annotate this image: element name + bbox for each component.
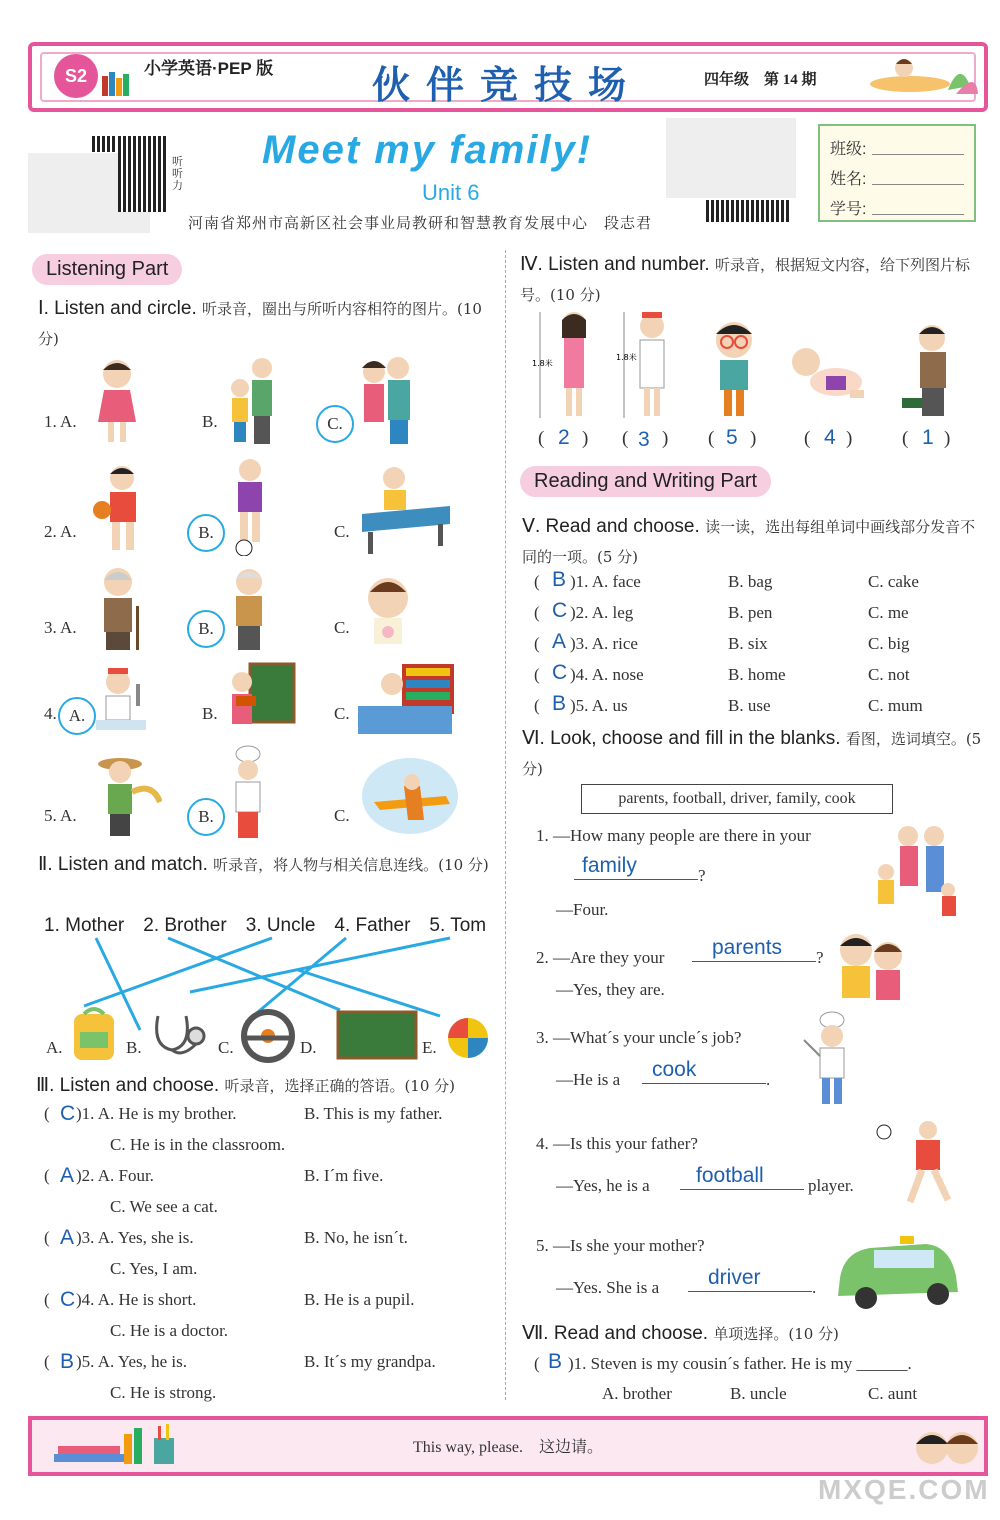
section-4-title: Ⅳ. Listen and number. xyxy=(520,254,710,275)
section-3-heading xyxy=(36,1074,455,1097)
s4-answer-4[interactable]: 4 xyxy=(824,426,836,449)
section-4-heading xyxy=(520,250,984,310)
s3-item-1: ( C )1. A. He is my brother. B. This is my father. C. He is in the classroom. xyxy=(44,1102,443,1154)
reading-part-tag: Reading and Writing Part xyxy=(520,466,771,497)
id-line xyxy=(872,214,964,215)
farmer-picture[interactable] xyxy=(92,752,162,838)
s1-row1-b: B. xyxy=(202,412,218,431)
football-father-picture[interactable] xyxy=(874,1116,968,1214)
student-info-box xyxy=(818,124,976,222)
s5-item-5: ( B )5. A. us B. use C. mum xyxy=(534,692,923,715)
books-icon xyxy=(102,72,138,96)
s5-answer-5[interactable]: B xyxy=(552,692,567,715)
parents-picture[interactable] xyxy=(356,354,416,446)
s1-row2-b-circled[interactable]: B. xyxy=(187,514,225,552)
image-placeholder-right xyxy=(666,118,796,198)
s1-row5-b-circled[interactable]: B. xyxy=(187,798,225,836)
s1-row5-c: C. xyxy=(334,806,350,825)
footer-banner xyxy=(28,1416,988,1476)
s1-row3-b-circled[interactable]: B. xyxy=(187,610,225,648)
brand-title: 伙伴竞技场 xyxy=(372,65,643,107)
section-3-items xyxy=(44,1104,504,1414)
s3-item-3: ( A )3. A. Yes, she is. B. No, he isn´t. C. Yes, I am. xyxy=(44,1226,408,1278)
s5-item-2: ( C )2. A. leg B. pen C. me xyxy=(534,599,909,622)
s1-row4-b: B. xyxy=(202,704,218,723)
s6-blank-4[interactable]: football xyxy=(680,1166,804,1190)
grandpa-picture[interactable] xyxy=(228,566,270,652)
s3-answer-4[interactable]: C xyxy=(60,1288,76,1311)
nurse-height-picture[interactable] xyxy=(614,308,690,420)
section-5-items xyxy=(534,570,984,725)
s1-row4-num: 4. xyxy=(44,704,57,723)
s6-blank-2[interactable]: parents xyxy=(692,938,816,962)
librarian-picture[interactable] xyxy=(358,662,456,734)
s1-row2-num: 2. A. xyxy=(44,522,77,541)
baby-picture[interactable] xyxy=(360,574,418,652)
issue-badge: S2 xyxy=(54,54,98,98)
s6-q2-end: ? xyxy=(816,948,824,967)
unit-label: Unit 6 xyxy=(422,180,480,205)
nurse-picture[interactable] xyxy=(92,664,150,734)
s3-answer-2[interactable]: A xyxy=(60,1164,75,1187)
s6-r5-pre: —Yes. She is a xyxy=(556,1278,660,1297)
s4-answer-5[interactable]: 1 xyxy=(922,426,934,449)
s7-answer-1[interactable]: B xyxy=(548,1350,563,1373)
father-and-son-picture[interactable] xyxy=(226,354,278,446)
section-6-title: Ⅵ. Look, choose and fill in the blanks. xyxy=(522,728,841,749)
column-divider xyxy=(505,250,506,1400)
s7-open-paren: ( xyxy=(534,1354,540,1373)
section-5-note: 读一读，选出每组单词中画线部分发音不同的一项。(5 分) xyxy=(522,518,976,566)
listen-tag: 听听力 xyxy=(172,156,183,192)
section-7-heading xyxy=(522,1322,839,1345)
s5-item-4: ( C )4. A. nose B. home C. not xyxy=(534,661,910,684)
qr-code-listening xyxy=(118,136,166,212)
header-banner xyxy=(28,42,988,112)
s1-row1-num: 1. A. xyxy=(44,412,77,431)
kids-faces-icon xyxy=(912,1422,982,1472)
s7-option-b: B. uncle xyxy=(730,1384,787,1403)
s6-r2: —Yes, they are. xyxy=(556,980,665,999)
watermark: MXQE.COM xyxy=(818,1474,990,1505)
id-field[interactable]: 学号: xyxy=(830,201,867,218)
parents-couple-picture[interactable] xyxy=(834,930,910,1002)
s3-answer-1[interactable]: C xyxy=(60,1102,76,1125)
class-field[interactable]: 班级: xyxy=(830,141,867,158)
s6-q3-end: . xyxy=(766,1070,771,1089)
section-3-title: Ⅲ. Listen and choose. xyxy=(36,1075,220,1096)
s1-row3-num: 3. A. xyxy=(44,618,77,637)
section-5-heading xyxy=(522,512,986,572)
pilot-picture[interactable] xyxy=(360,756,460,836)
s5-item-3: ( A )3. A. rice B. six C. big xyxy=(534,630,910,653)
section-2-note: 听录音，将人物与相关信息连线。(10 分) xyxy=(213,856,489,874)
section-7-title: Ⅶ. Read and choose. xyxy=(522,1323,709,1344)
s7-option-a: A. brother xyxy=(602,1384,672,1403)
s1-row3-c: C. xyxy=(334,618,350,637)
s6-q4: 4. —Is this your father? xyxy=(536,1134,698,1153)
chef-uncle-picture[interactable] xyxy=(800,1010,860,1108)
blackboard-icon[interactable] xyxy=(336,1010,418,1060)
s6-q5: 5. —Is she your mother? xyxy=(536,1236,705,1255)
s3-item-4: ( C )4. A. He is short. B. He is a pupil. C. He is a doctor. xyxy=(44,1288,415,1340)
match-item-e-label: E. xyxy=(422,1038,437,1057)
people-list: 1. Mother 2. Brother 3. Uncle 4. Father 5. Tom xyxy=(44,915,487,936)
s1-row2-c: C. xyxy=(334,522,350,541)
s7-option-c: C. aunt xyxy=(868,1384,918,1403)
man-on-phone-picture[interactable] xyxy=(898,320,960,418)
s3-item-5: ( B )5. A. Yes, he is. B. It´s my grandpa. C. He is strong. xyxy=(44,1350,436,1402)
s5-item-1: ( B )1. A. face B. bag C. cake xyxy=(534,568,919,591)
word-bank: parents, football, driver, family, cook xyxy=(581,784,893,814)
s4-answer-2[interactable]: 3 xyxy=(638,428,650,451)
steering-wheel-icon[interactable] xyxy=(240,1008,296,1064)
crawling-baby-picture[interactable] xyxy=(788,340,868,412)
stethoscope-icon[interactable] xyxy=(148,1006,210,1062)
svg-text:1.8米: 1.8米 xyxy=(532,359,553,368)
section-2-heading xyxy=(38,850,498,880)
s6-r1: —Four. xyxy=(556,900,609,919)
grade-issue: 四年级 第 14 期 xyxy=(704,72,817,88)
qr-code-bottom xyxy=(706,200,790,222)
s5-answer-1[interactable]: B xyxy=(552,568,567,591)
s6-q5-end: . xyxy=(812,1278,817,1297)
girl-picture[interactable] xyxy=(92,356,142,448)
s6-blank-1[interactable]: family xyxy=(574,856,698,880)
s6-q1: 1. —How many people are there in your xyxy=(536,826,811,845)
s5-answer-3[interactable]: A xyxy=(552,630,567,653)
match-item-a-label: A. xyxy=(46,1038,63,1057)
s6-q4-end: player. xyxy=(808,1176,854,1195)
section-7-note: 单项选择。(10 分) xyxy=(713,1325,839,1343)
author-org: 河南省郑州市高新区社会事业局教研和智慧教育发展中心 段志君 xyxy=(188,216,653,232)
s3-answer-3[interactable]: A xyxy=(60,1226,75,1249)
s5-answer-2[interactable]: C xyxy=(552,599,568,622)
section-2-title: Ⅱ. Listen and match. xyxy=(38,854,208,875)
s6-blank-3[interactable]: cook xyxy=(642,1060,766,1084)
page-title: Meet my family! xyxy=(262,128,593,172)
s4-answer-1[interactable]: 2 xyxy=(558,426,570,449)
qr-code-small xyxy=(92,136,116,152)
section-1-heading xyxy=(38,294,498,354)
grandma-picture[interactable] xyxy=(92,566,144,652)
match-item-c-label: C. xyxy=(218,1038,234,1057)
section-6-heading xyxy=(522,724,986,784)
s3-answer-5[interactable]: B xyxy=(60,1350,75,1373)
taxi-picture[interactable] xyxy=(830,1222,964,1310)
match-item-b-label: B. xyxy=(126,1038,142,1057)
s7-question-1: )1. Steven is my cousin´s father. He is my ______. xyxy=(568,1354,912,1373)
s6-q3: 3. —What´s your uncle´s job? xyxy=(536,1028,742,1047)
svg-text:1.8米: 1.8米 xyxy=(616,353,637,362)
ping-pong-picture[interactable] xyxy=(358,462,452,554)
cook-picture[interactable] xyxy=(228,744,268,840)
class-line xyxy=(872,154,964,155)
s6-q1-end: ? xyxy=(698,866,706,885)
teacher-picture[interactable] xyxy=(226,660,296,730)
section-1-title: Ⅰ. Listen and circle. xyxy=(38,298,197,319)
match-item-d-label: D. xyxy=(300,1038,317,1057)
s6-blank-5[interactable]: driver xyxy=(688,1268,812,1292)
listening-part-tag: Listening Part xyxy=(32,254,182,285)
s5-answer-4[interactable]: C xyxy=(552,661,568,684)
ball-icon[interactable] xyxy=(446,1016,490,1060)
footer-text: This way, please. 这边请。 xyxy=(412,1439,604,1456)
name-field[interactable]: 姓名: xyxy=(830,171,867,188)
s1-row1-c-circled[interactable]: C. xyxy=(316,405,354,443)
boy-glasses-picture[interactable] xyxy=(706,316,762,420)
name-line xyxy=(872,184,964,185)
s1-row4-c: C. xyxy=(334,704,350,723)
s1-row4-a-circled[interactable]: A. xyxy=(58,697,96,735)
section-5-title: Ⅴ. Read and choose. xyxy=(522,516,700,537)
schoolbag-icon[interactable] xyxy=(68,1004,120,1062)
s6-q2: 2. —Are they your xyxy=(536,948,665,967)
section-1-note: 听录音，圈出与所听内容相符的图片。(10 分) xyxy=(38,300,482,348)
s1-row5-num: 5. A. xyxy=(44,806,77,825)
section-4-note: 听录音，根据短文内容，给下列图片标号。(10 分) xyxy=(520,256,970,304)
basketball-player-picture[interactable] xyxy=(90,462,156,556)
family-picture[interactable] xyxy=(872,822,960,920)
section-6-note: 看图，选词填空。(5 分) xyxy=(522,730,982,778)
series-name: 小学英语·PEP 版 xyxy=(144,59,274,78)
tall-woman-picture[interactable] xyxy=(530,308,600,420)
s6-r3-pre: —He is a xyxy=(556,1070,621,1089)
football-player-picture[interactable] xyxy=(226,456,274,556)
s3-item-2: ( A )2. A. Four. B. I´m five. C. We see a cat. xyxy=(44,1164,384,1216)
section-3-note: 听录音，选择正确的答语。(10 分) xyxy=(224,1077,456,1095)
s4-answer-3[interactable]: 5 xyxy=(726,426,738,449)
flying-girl-illustration xyxy=(852,50,980,100)
s6-r4-pre: —Yes, he is a xyxy=(556,1176,650,1195)
